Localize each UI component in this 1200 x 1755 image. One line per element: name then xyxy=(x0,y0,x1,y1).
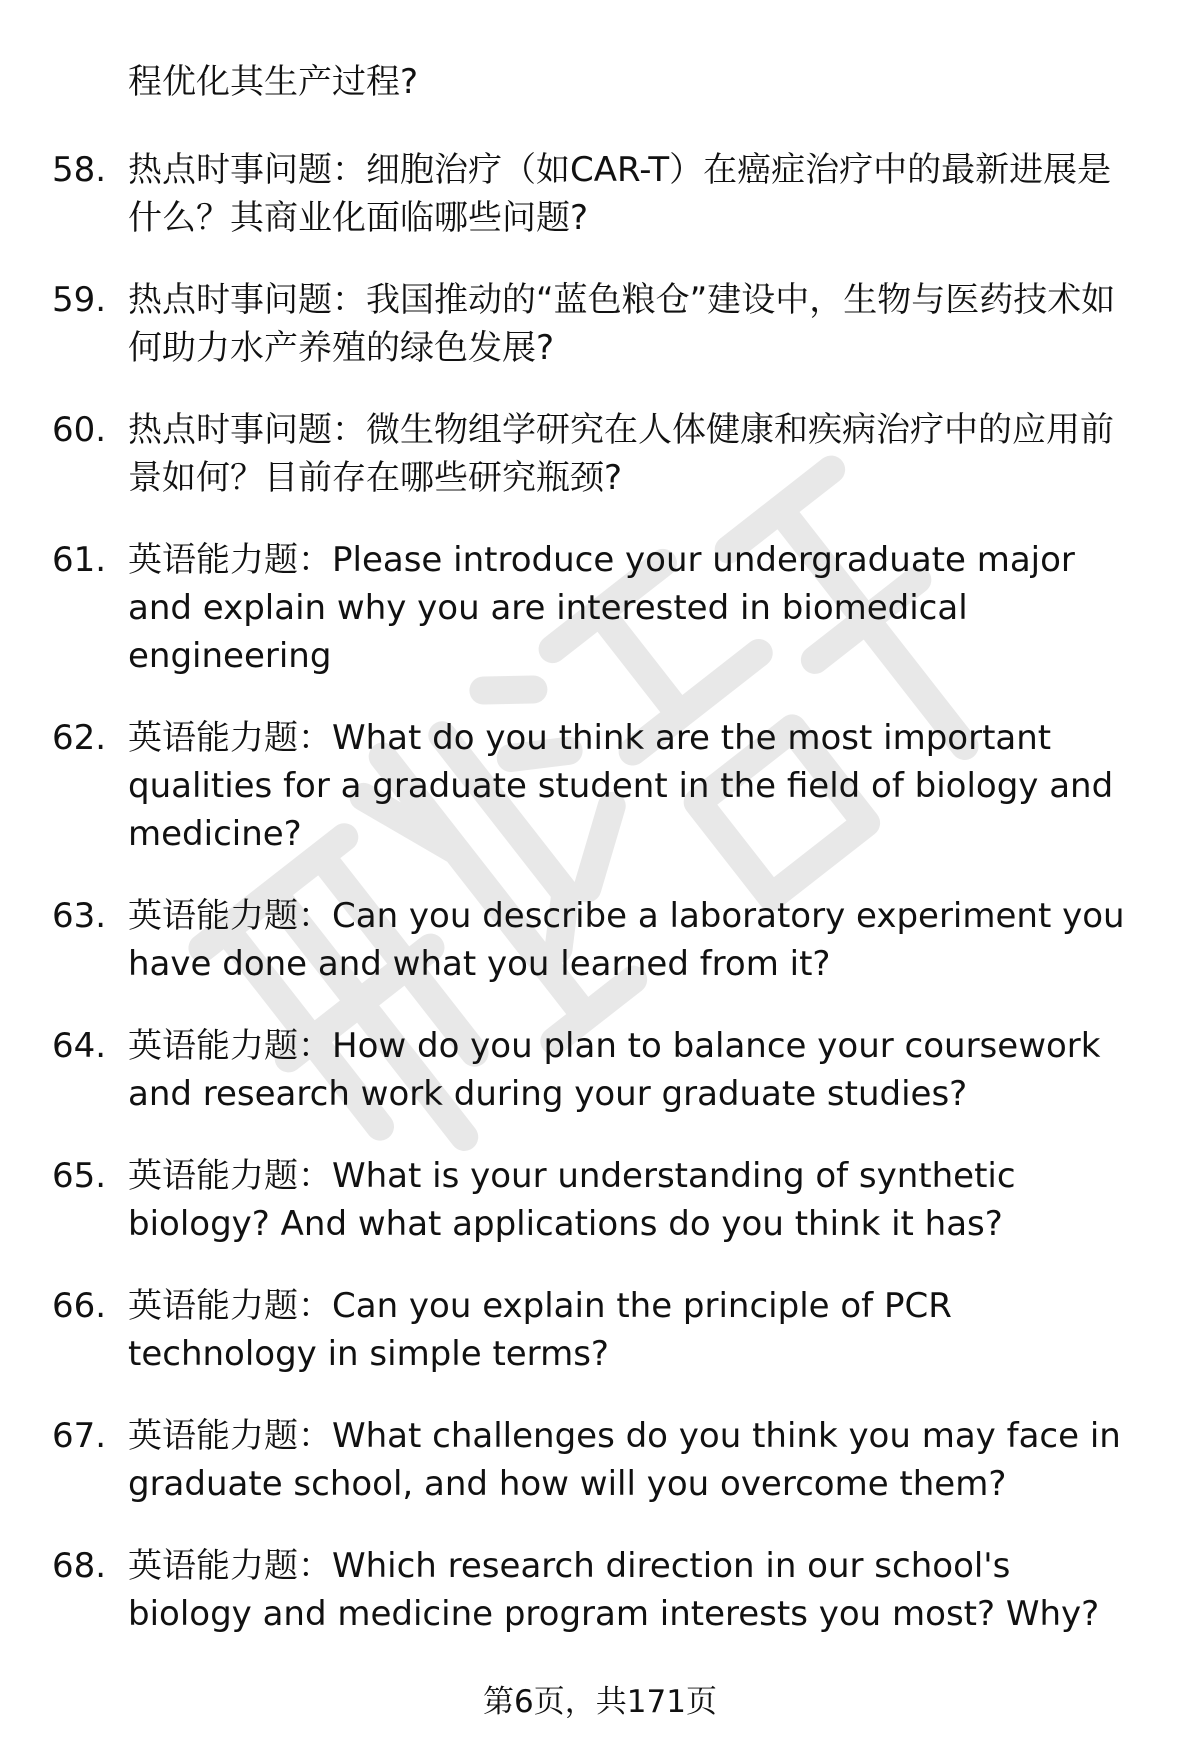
question-number: 68. xyxy=(52,1546,107,1586)
question-number: 64. xyxy=(52,1026,107,1066)
continued-question-text: 程优化其生产过程? xyxy=(128,62,419,102)
question-text: 英语能力题：Which research direction in our school's biology and medicine program interests you most? Why? xyxy=(128,1546,1100,1634)
question-number: 62. xyxy=(52,718,107,758)
list-item xyxy=(52,406,1142,502)
question-number: 63. xyxy=(52,896,107,936)
list-item xyxy=(52,714,1142,858)
question-number: 58. xyxy=(52,150,107,190)
question-text: 英语能力题：Can you describe a laboratory experiment you have done and what you learned from it? xyxy=(128,896,1125,984)
question-text: 英语能力题：Please introduce your undergraduate major and explain why you are interested in biomedical engineering xyxy=(128,540,1075,676)
question-text: 英语能力题：Can you explain the principle of PCR technology in simple terms? xyxy=(128,1286,952,1374)
question-text: 热点时事问题：微生物组学研究在人体健康和疾病治疗中的应用前景如何？目前存在哪些研究瓶颈? xyxy=(128,410,1114,498)
question-text: 热点时事问题：我国推动的“蓝色粮仓”建设中，生物与医药技术如何助力水产养殖的绿色发展? xyxy=(128,280,1116,368)
list-item xyxy=(52,1412,1142,1508)
page-footer: 第6页，共171页 xyxy=(483,1684,717,1720)
question-text: 英语能力题：How do you plan to balance your coursework and research work during your graduate studies? xyxy=(128,1026,1101,1114)
question-list xyxy=(52,146,1142,1672)
list-item xyxy=(52,892,1142,988)
list-item xyxy=(52,146,1142,242)
question-number: 66. xyxy=(52,1286,107,1326)
list-item xyxy=(52,1542,1142,1638)
question-text: 英语能力题：What is your understanding of synthetic biology? And what applications do you think it has? xyxy=(128,1156,1016,1244)
question-number: 59. xyxy=(52,280,107,320)
question-text: 英语能力题：What challenges do you think you may face in graduate school, and how will you overcome them? xyxy=(128,1416,1121,1504)
question-number: 67. xyxy=(52,1416,107,1456)
question-number: 65. xyxy=(52,1156,107,1196)
list-item xyxy=(52,1022,1142,1118)
question-number: 60. xyxy=(52,410,107,450)
question-number: 61. xyxy=(52,540,107,580)
question-text: 英语能力题：What do you think are the most important qualities for a graduate student in the field of biology and medicine? xyxy=(128,718,1114,854)
list-item xyxy=(52,536,1142,680)
list-item xyxy=(52,1282,1142,1378)
question-text: 热点时事问题：细胞治疗（如CAR-T）在癌症治疗中的最新进展是什么？其商业化面临哪些问题? xyxy=(128,150,1112,238)
list-item xyxy=(52,276,1142,372)
list-item xyxy=(52,1152,1142,1248)
